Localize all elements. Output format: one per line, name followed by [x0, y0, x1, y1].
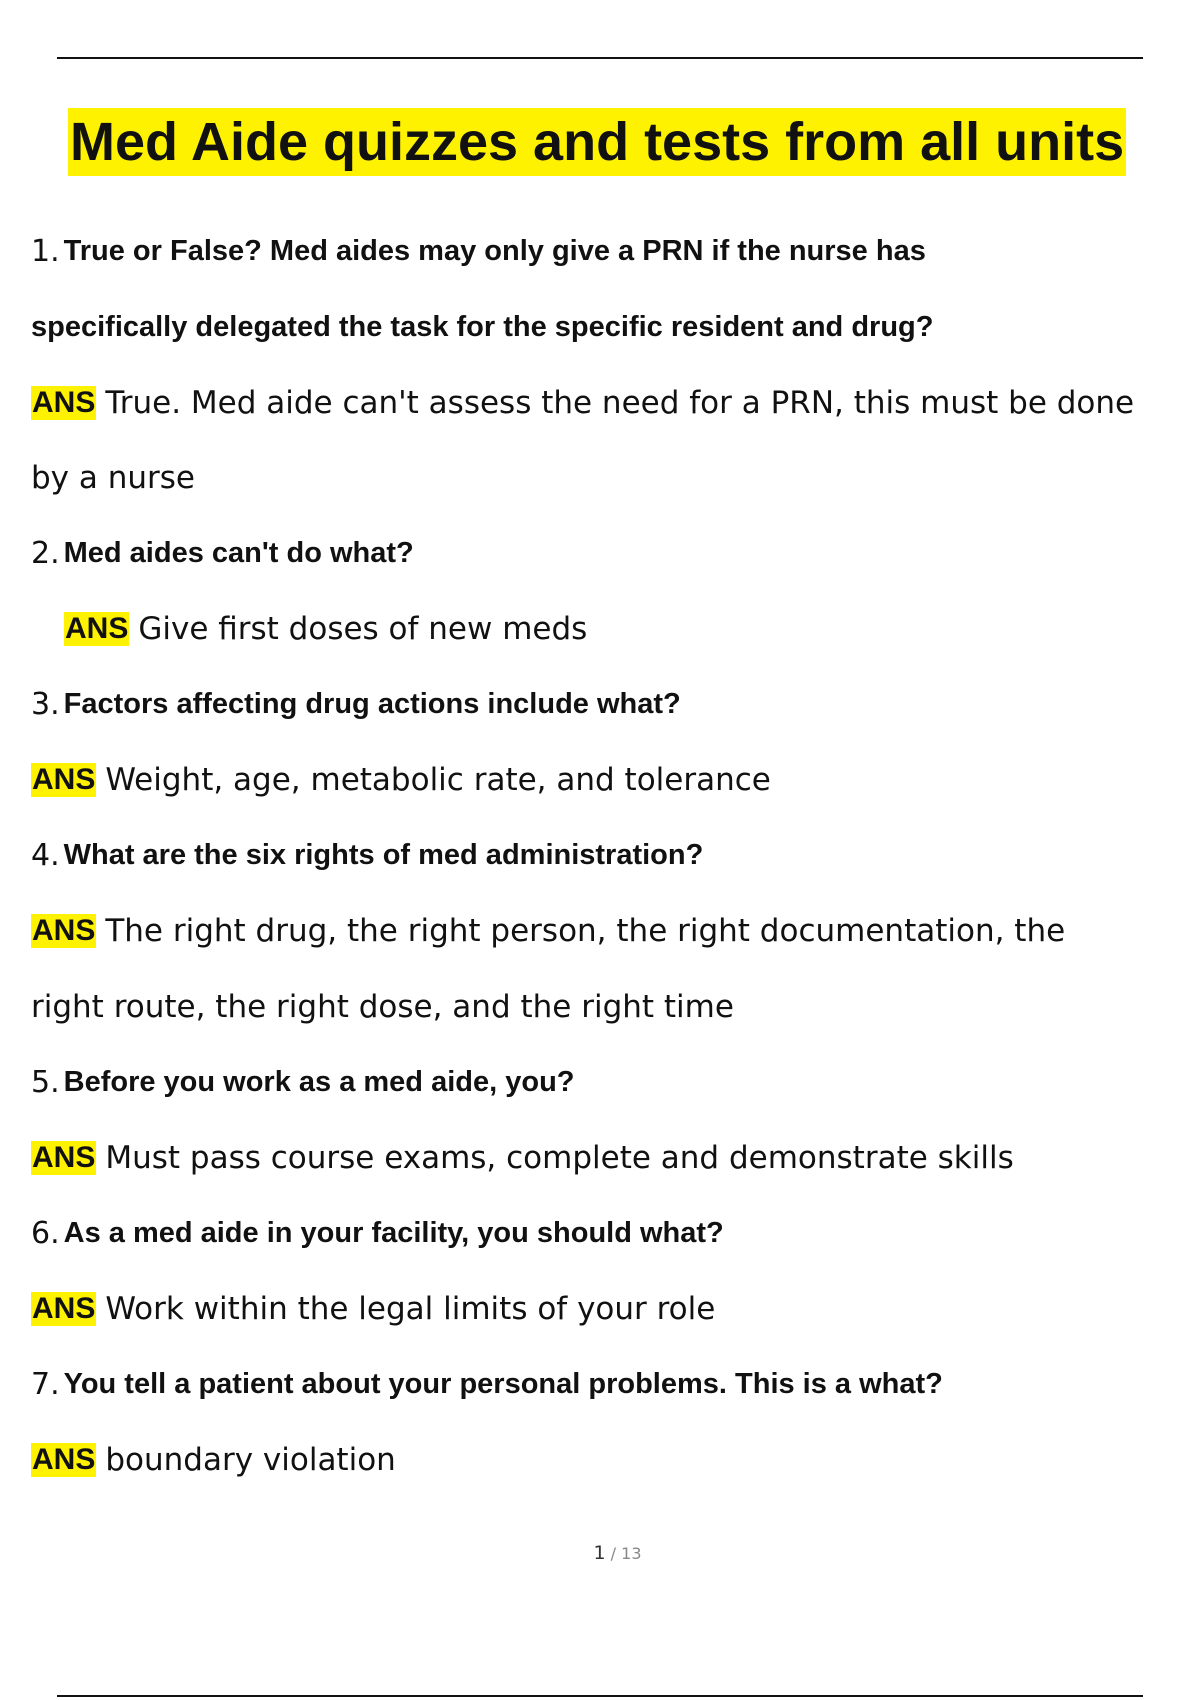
page-indicator	[0, 1542, 1200, 1564]
answer-text: boundary violation	[105, 1441, 396, 1478]
document-title: Med Aide quizzes and tests from all units	[68, 108, 1126, 176]
answer-text: right route, the right dose, and the right time	[31, 988, 734, 1025]
ans-label: ANS	[65, 612, 129, 646]
question-number: 1.	[31, 234, 60, 270]
question-3	[31, 667, 1181, 743]
question-7	[31, 1347, 1181, 1423]
ans-label: ANS	[32, 1140, 96, 1174]
total-pages: 13	[621, 1544, 642, 1563]
question-6	[31, 1196, 1181, 1272]
question-text: As a med aide in your facility, you should what?	[63, 1216, 724, 1249]
qa-list	[31, 214, 1181, 1498]
answer-text: by a nurse	[31, 460, 195, 497]
bottom-rule	[57, 1695, 1143, 1697]
ans-label: ANS	[32, 1442, 96, 1476]
question-number: 4.	[31, 838, 60, 874]
answer-text: True. Med aide can't assess the need for a PRN, this must be done	[105, 384, 1135, 421]
answer-5	[31, 1120, 1181, 1196]
question-number: 2.	[31, 536, 60, 572]
ans-label: ANS	[32, 385, 96, 419]
question-number: 6.	[31, 1215, 60, 1251]
answer-1-line-1	[31, 365, 1181, 441]
question-2	[31, 516, 1181, 592]
question-1-line-2	[31, 290, 1181, 366]
question-1-line-1	[31, 214, 1181, 290]
answer-text: The right drug, the right person, the right documentation, the	[105, 913, 1066, 950]
question-5	[31, 1045, 1181, 1121]
question-text: Med aides can't do what?	[63, 537, 414, 570]
question-text: specifically delegated the task for the specific resident and drug?	[31, 310, 934, 343]
question-text: Before you work as a med aide, you?	[63, 1065, 575, 1098]
answer-text: Give first doses of new meds	[138, 611, 588, 648]
answer-text: Work within the legal limits of your role	[105, 1290, 716, 1327]
page-separator: /	[610, 1544, 617, 1563]
question-text: You tell a patient about your personal problems. This is a what?	[63, 1367, 943, 1400]
ans-label: ANS	[32, 914, 96, 948]
question-text: Factors affecting drug actions include what?	[63, 688, 681, 721]
answer-4-line-2	[31, 969, 1181, 1045]
question-text: True or False? Med aides may only give a PRN if the nurse has	[63, 235, 926, 268]
answer-text: Weight, age, metabolic rate, and tolerance	[105, 762, 771, 799]
ans-label: ANS	[32, 763, 96, 797]
answer-1-line-2	[31, 441, 1181, 517]
answer-6	[31, 1271, 1181, 1347]
top-rule	[57, 57, 1143, 59]
question-number: 7.	[31, 1366, 60, 1402]
ans-label: ANS	[32, 1291, 96, 1325]
question-4	[31, 818, 1181, 894]
question-number: 3.	[31, 687, 60, 723]
answer-7	[31, 1422, 1181, 1498]
answer-4-line-1	[31, 894, 1181, 970]
current-page: 1	[593, 1542, 606, 1564]
question-text: What are the six rights of med administration?	[63, 839, 704, 872]
answer-2	[31, 592, 1181, 668]
question-number: 5.	[31, 1064, 60, 1100]
answer-text: Must pass course exams, complete and demonstrate skills	[105, 1139, 1014, 1176]
answer-3	[31, 743, 1181, 819]
